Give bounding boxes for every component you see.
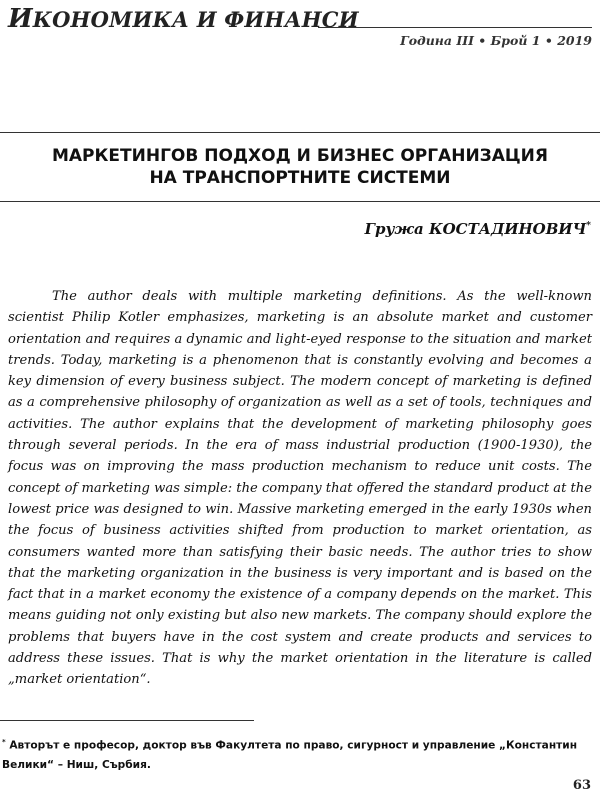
- footnote-mark: *: [2, 738, 6, 746]
- footnote-text: Авторът е професор, доктор във Факултета по право, сигурност и управление „Константин Велики“ – Ниш, Сърбия.: [2, 739, 578, 771]
- author-name-text: Гружа КОСТАДИНОВИЧ: [364, 220, 587, 238]
- journal-title-initial: И: [8, 4, 33, 34]
- footnote-separator: [0, 720, 254, 721]
- journal-title-rest: КОНОМИКА И ФИНАНСИ: [32, 7, 359, 32]
- author-footnote-mark: *: [586, 221, 591, 231]
- footnote: [2, 733, 594, 775]
- issue-info: Година III • Брой 1 • 2019: [400, 33, 592, 48]
- author-name: [365, 220, 591, 238]
- title-rule-top: [0, 132, 600, 133]
- title-rule-bottom: [0, 201, 600, 202]
- article-title-line-2: НА ТРАНСПОРТНИТЕ СИСТЕМИ: [149, 168, 451, 188]
- header-rule: [318, 27, 592, 28]
- article-title: [0, 145, 600, 189]
- article-title-line-1: МАРКЕТИНГОВ ПОДХОД И БИЗНЕС ОРГАНИЗАЦИЯ: [51, 146, 548, 166]
- journal-title: [8, 4, 359, 34]
- page-number: 63: [572, 778, 591, 793]
- abstract-text: The author deals with multiple marketing definitions. As the well-known scientist Philip Kotler emphasizes, marketing is an absolute market and customer orientation and requires a dynamic and light-eyed response to the situation and market trends. Today, marketing is a phenomenon that is constantly evolving and becomes a key dimension of every business subject. The modern concept of marketing is defined as a comprehensive philosophy of organization as well as a set of tools, techniques and activities. The author explains that the development of marketing philosophy goes through several periods. In the era of mass industrial production (1900-1930), the focus was on improving the mass production mechanism to reduce unit costs. The concept of marketing was simple: the company that offered the standard product at the lowest price was designed to win. Massive marketing emerged in the early 1930s when the focus of business activities shifted from production to market orientation, as consumers wanted more than satisfying their basic needs. The author tries to show that the marketing organization in the business is very important and is based on the fact that in a market economy the existence of a company depends on the market. This means guiding not only existing but also new markets. The company should explore the problems that buyers have in the cost system and create products and services to address these issues. That is why the market orientation in the literature is called „market orientation“.: [8, 289, 592, 688]
